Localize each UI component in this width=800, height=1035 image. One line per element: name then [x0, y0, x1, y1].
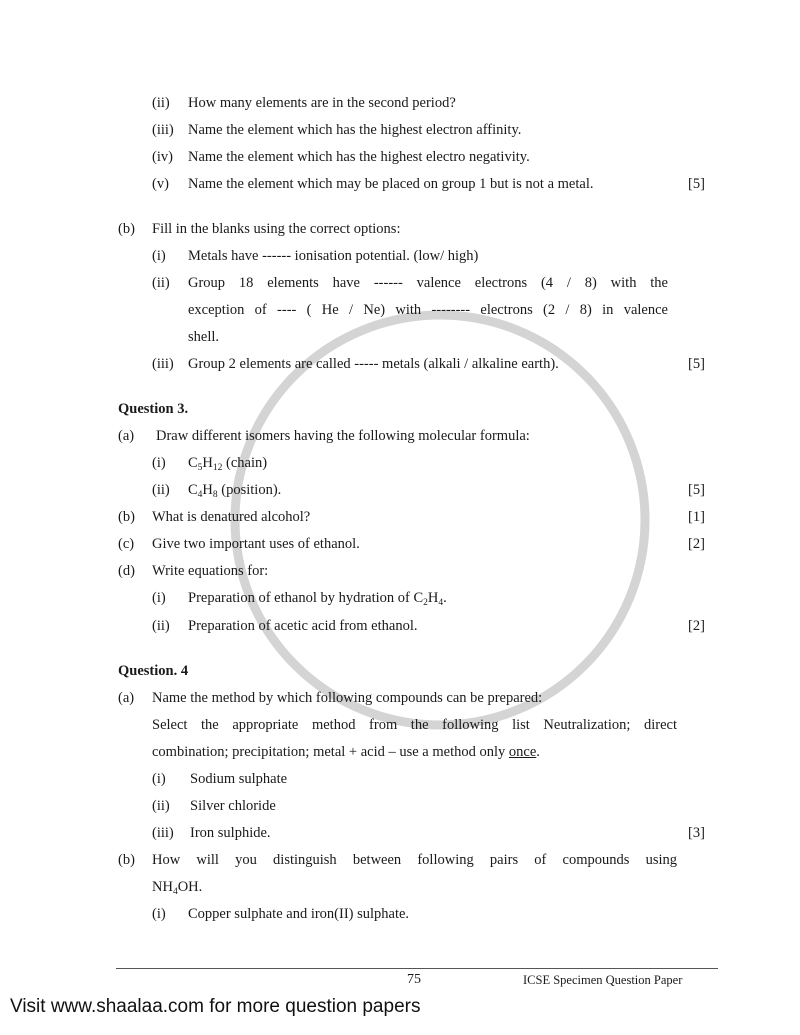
q2a-item-iv-text: Name the element which has the highest electro negativity.	[188, 149, 530, 165]
q2b-item-i-text: Metals have ------ ionisation potential. (low/ high)	[188, 248, 479, 264]
footer-rule	[116, 968, 718, 969]
q3d-item-i-text: Preparation of ethanol by hydration of $C_2H_4$.	[188, 590, 447, 608]
q3a-item-ii-formula: $C_4H_8$ (position).	[188, 482, 282, 500]
marks: [3]	[688, 825, 705, 841]
q3a-label: (a)	[118, 428, 135, 444]
q2b-label: (b)	[118, 221, 135, 237]
q2b-item-ii-line1: Group 18 elements have ------ valence electrons (4 / 8) with the	[188, 275, 668, 291]
q2b-item-iii: (iii)	[152, 356, 174, 372]
q4a-label: (a)	[118, 690, 135, 706]
q3d-item-ii-text: Preparation of acetic acid from ethanol.	[188, 618, 418, 634]
marks: [5]	[688, 482, 705, 498]
q4a-line3: combination; precipitation; metal + acid – use a method only once.	[152, 744, 540, 760]
q2b-text: Fill in the blanks using the correct options:	[152, 221, 401, 237]
page-number: 75	[407, 972, 421, 987]
q3b-text: What is denatured alcohol?	[152, 509, 311, 525]
marks: [2]	[688, 618, 705, 634]
q4b-item-i: (i)	[152, 906, 166, 922]
q3a-item-ii: (ii)	[152, 482, 170, 498]
q4a-item-iii-text: Iron sulphide.	[190, 825, 271, 841]
marks: [5]	[688, 356, 705, 372]
q2b-item-ii: (ii)	[152, 275, 170, 291]
q2b-item-i: (i)	[152, 248, 166, 264]
q4a-line2: Select the appropriate method from the following list Neutralization; direct	[152, 717, 677, 733]
marks: [5]	[688, 176, 705, 192]
q3a-item-i: (i)	[152, 455, 166, 471]
q3d-text: Write equations for:	[152, 563, 269, 579]
q4b-label: (b)	[118, 852, 135, 868]
q2b-item-ii-line2: exception of ---- ( He / Ne) with -------- electrons (2 / 8) in valence	[188, 302, 668, 318]
q4b-item-i-text: Copper sulphate and iron(II) sulphate.	[188, 906, 410, 922]
q2a-item-iii-text: Name the element which has the highest electron affinity.	[188, 122, 522, 138]
q2a-item-iv: (iv)	[152, 149, 173, 165]
q3c-label: (c)	[118, 536, 135, 552]
question-3-title: Question 3.	[118, 401, 189, 417]
marks: [2]	[688, 536, 705, 552]
footer-title: ICSE Specimen Question Paper	[523, 973, 683, 987]
q2a-item-v-text: Name the element which may be placed on group 1 but is not a metal.	[188, 176, 594, 192]
q4b-line2: $NH_4OH$.	[152, 879, 203, 897]
q3d-item-i: (i)	[152, 590, 166, 606]
marks: [1]	[688, 509, 705, 525]
q4a-item-i-text: Sodium sulphate	[190, 771, 288, 787]
q2a-item-iii: (iii)	[152, 122, 174, 138]
q4a-item-ii-text: Silver chloride	[190, 798, 276, 814]
q2a-item-ii: (ii)	[152, 95, 170, 111]
q3b-label: (b)	[118, 509, 135, 525]
q2a-item-ii-text: How many elements are in the second period?	[188, 95, 456, 111]
q4b-line1: How will you distinguish between following pairs of compounds using	[152, 852, 677, 868]
q3d-item-ii: (ii)	[152, 618, 170, 634]
q4a-item-ii: (ii)	[152, 798, 170, 814]
q2a-item-v: (v)	[152, 176, 169, 192]
q3a-item-i-formula: $C_5H_{12}$ (chain)	[188, 455, 268, 473]
q3a-text: Draw different isomers having the following molecular formula:	[156, 428, 530, 444]
q4a-item-i: (i)	[152, 771, 166, 787]
question-4-title: Question. 4	[118, 663, 189, 679]
q4a-item-iii: (iii)	[152, 825, 174, 841]
visit-banner: Visit www.shaalaa.com for more question papers	[10, 996, 421, 1017]
q3d-label: (d)	[118, 563, 135, 579]
q3c-text: Give two important uses of ethanol.	[152, 536, 360, 552]
q4a-line1: Name the method by which following compounds can be prepared:	[152, 690, 543, 706]
q2b-item-iii-text: Group 2 elements are called ----- metals (alkali / alkaline earth).	[188, 356, 559, 372]
q2b-item-ii-line3: shell.	[188, 329, 220, 345]
